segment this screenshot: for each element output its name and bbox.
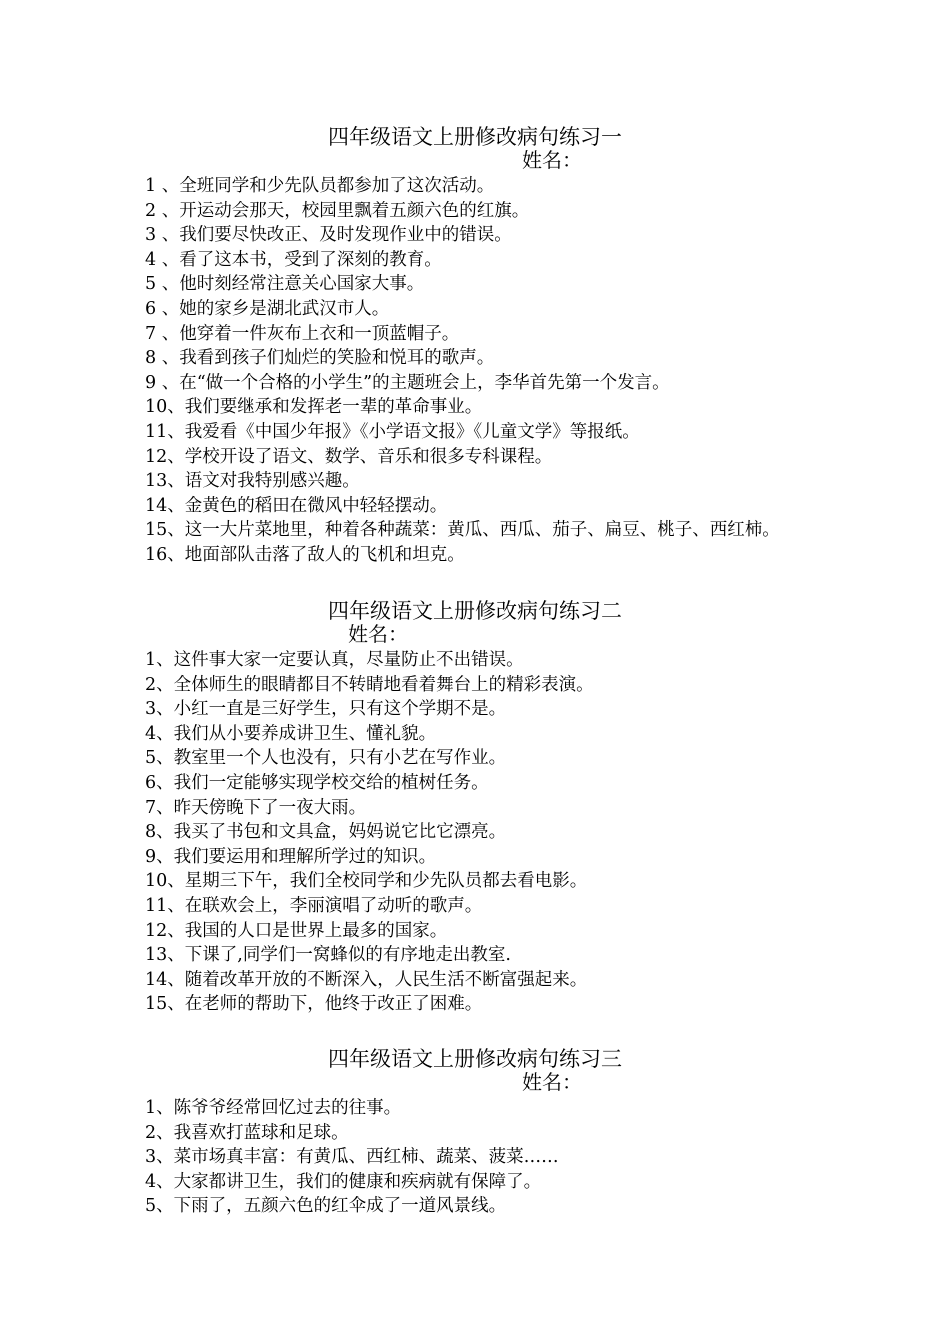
list-item: 5 、他时刻经常注意关心国家大事。: [145, 274, 425, 295]
exercise-three-name-label: 姓名：: [522, 1070, 582, 1094]
list-item: 12、学校开设了语文、数学、音乐和很多专科课程。: [145, 446, 553, 467]
list-item: 7 、他穿着一件灰布上衣和一顶蓝帽子。: [145, 323, 460, 344]
list-item: 14、随着改革开放的不断深入，人民生活不断富强起来。: [145, 969, 588, 990]
list-item: 12、我国的人口是世界上最多的国家。: [145, 920, 448, 941]
list-item: 2、全体师生的眼睛都目不转睛地看着舞台上的精彩表演。: [145, 674, 594, 695]
list-item: 13、下课了,同学们一窝蜂似的有序地走出教室.: [145, 945, 511, 966]
list-item: 13、语文对我特别感兴趣。: [145, 471, 360, 492]
list-item: 4 、看了这本书，受到了深刻的教育。: [145, 249, 442, 270]
exercise-one-title: 四年级语文上册修改病句练习一: [328, 125, 622, 149]
exercise-two-title: 四年级语文上册修改病句练习二: [328, 599, 622, 623]
list-item: 9、我们要运用和理解所学过的知识。: [145, 846, 437, 867]
list-item: 4、我们从小要养成讲卫生、懂礼貌。: [145, 723, 437, 744]
list-item: 1 、全班同学和少先队员都参加了这次活动。: [145, 176, 495, 196]
exercise-two-list: [145, 648, 835, 1017]
list-item: 10、我们要继承和发挥老一辈的革命事业。: [145, 397, 483, 418]
list-item: 3、小红一直是三好学生，只有这个学期不是。: [145, 699, 507, 720]
list-item: 10、星期三下午，我们全校同学和少先队员都去看电影。: [145, 871, 588, 892]
list-item: 16、地面部队击落了敌人的飞机和坦克。: [145, 544, 465, 565]
list-item: 8、我买了书包和文具盒，妈妈说它比它漂亮。: [145, 822, 507, 843]
list-item: 8 、我看到孩子们灿烂的笑脸和悦耳的歌声。: [145, 348, 495, 369]
list-item: 3、菜市场真丰富：有黄瓜、西红柿、蔬菜、菠菜……: [145, 1147, 559, 1168]
list-item: 1、陈爷爷经常回忆过去的往事。: [145, 1098, 402, 1118]
list-item: 2、我喜欢打蓝球和足球。: [145, 1122, 349, 1143]
list-item: 9 、在“做一个合格的小学生”的主题班会上，李华首先第一个发言。: [145, 372, 670, 393]
exercise-two-name-label: 姓名：: [348, 622, 408, 646]
list-item: 7、昨天傍晚下了一夜大雨。: [145, 797, 367, 818]
list-item: 2 、开运动会那天，校园里飘着五颜六色的红旗。: [145, 200, 530, 221]
exercise-three-title: 四年级语文上册修改病句练习三: [328, 1047, 622, 1071]
list-item: 11、在联欢会上，李丽演唱了动听的歌声。: [145, 895, 483, 916]
list-item: 5、下雨了，五颜六色的红伞成了一道风景线。: [145, 1196, 507, 1217]
list-item: 4、大家都讲卫生，我们的健康和疾病就有保障了。: [145, 1171, 542, 1192]
exercise-three-list: [145, 1096, 835, 1219]
list-item: 14、金黄色的稻田在微风中轻轻摆动。: [145, 495, 448, 516]
list-item: 1、这件事大家一定要认真，尽量防止不出错误。: [145, 650, 524, 670]
exercise-one-list: [145, 174, 835, 568]
list-item: 15、这一大片菜地里，种着各种蔬菜：黄瓜、西瓜、茄子、扁豆、桃子、西红柿。: [145, 520, 780, 541]
list-item: 15、在老师的帮助下，他终于改正了困难。: [145, 994, 483, 1015]
list-item: 6 、她的家乡是湖北武汉市人。: [145, 298, 390, 319]
exercise-one-name-label: 姓名：: [522, 148, 582, 172]
list-item: 5、教室里一个人也没有，只有小艺在写作业。: [145, 748, 507, 769]
list-item: 11、我爱看《中国少年报》《小学语文报》《儿童文学》等报纸。: [145, 421, 640, 442]
list-item: 3 、我们要尽快改正、及时发现作业中的错误。: [145, 225, 512, 246]
list-item: 6、我们一定能够实现学校交给的植树任务。: [145, 772, 489, 793]
